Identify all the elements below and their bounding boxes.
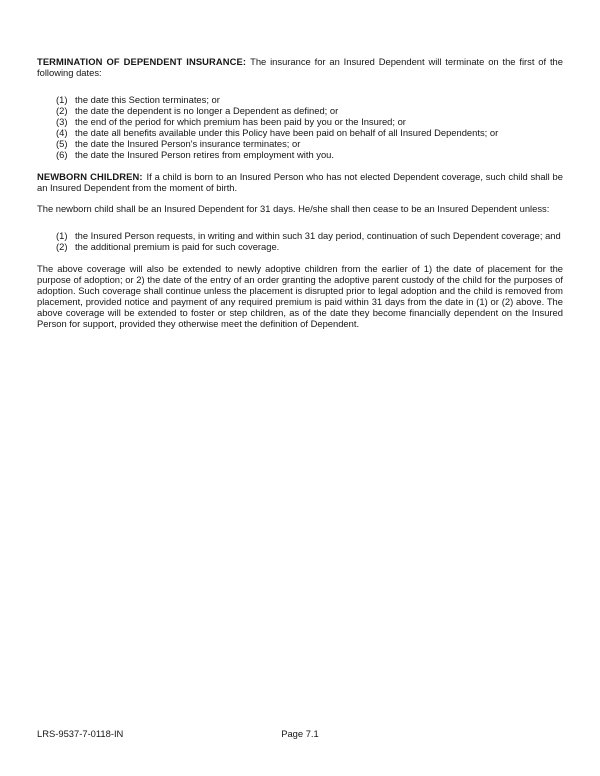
document-content	[37, 56, 563, 339]
termination-paragraph	[37, 56, 563, 78]
item-number: (6)	[56, 149, 68, 160]
item-text: the date the Insured Person's insurance terminates; or	[75, 138, 301, 149]
item-text: the date this Section terminates; or	[75, 94, 220, 105]
item-text: the additional premium is paid for such coverage.	[75, 241, 280, 252]
newborn-item-2	[37, 241, 563, 252]
item-number: (4)	[56, 127, 68, 138]
newborn-list	[37, 230, 563, 252]
termination-list	[37, 94, 563, 160]
termination-item-3	[37, 116, 563, 127]
item-text: the end of the period for which premium has been paid by you or the Insured; or	[75, 116, 406, 127]
termination-intro: The insurance for an Insured Dependent will terminate on the first of the following dates:	[37, 56, 563, 78]
item-text: the date all benefits available under this Policy have been paid on behalf of all Insured Dependents; or	[75, 127, 499, 138]
item-number: (1)	[56, 230, 68, 241]
termination-heading: TERMINATION OF DEPENDENT INSURANCE:	[37, 56, 247, 67]
newborn-intro: If a child is born to an Insured Person who has not elected Dependent coverage, such child shall be an Insured Dependent from the moment of birth.	[37, 171, 563, 193]
item-text: the Insured Person requests, in writing and within such 31 day period, continuation of such Dependent coverage; and	[75, 230, 561, 241]
newborn-paragraph	[37, 171, 563, 193]
newborn-item-1	[37, 230, 563, 241]
termination-item-2	[37, 105, 563, 116]
termination-item-1	[37, 94, 563, 105]
newborn-paragraph-2: The newborn child shall be an Insured Dependent for 31 days. He/she shall then cease to be an Insured Dependent unless:	[37, 203, 550, 214]
form-number: LRS-9537-7-0118-IN	[37, 728, 124, 739]
adoptive-children-paragraph: The above coverage will also be extended to newly adoptive children from the earlier of 1) the date of placement for the purpose of adoption; or 2) the date of the entry of an order granting the adoptive parent custody of the child for the purposes of adoption. Such coverage shall continue unless the placement is disrupted prior to legal adoption and the child is removed from placement, provided notice and payment of any required premium is paid within 31 days from the date in (1) or (2) above. The above coverage will be extended to foster or step children, as of the date they become financially dependent on the Insured Person for support, provided they otherwise meet the definition of Dependent.	[37, 263, 563, 329]
newborn-heading: NEWBORN CHILDREN:	[37, 171, 143, 182]
item-number: (1)	[56, 94, 68, 105]
item-text: the date the dependent is no longer a Dependent as defined; or	[75, 105, 339, 116]
item-number: (2)	[56, 241, 68, 252]
item-number: (2)	[56, 105, 68, 116]
item-number: (5)	[56, 138, 68, 149]
item-number: (3)	[56, 116, 68, 127]
termination-item-6	[37, 149, 563, 160]
termination-item-4	[37, 127, 563, 138]
item-text: the date the Insured Person retires from employment with you.	[75, 149, 334, 160]
termination-item-5	[37, 138, 563, 149]
page-number: Page 7.1	[281, 728, 319, 739]
